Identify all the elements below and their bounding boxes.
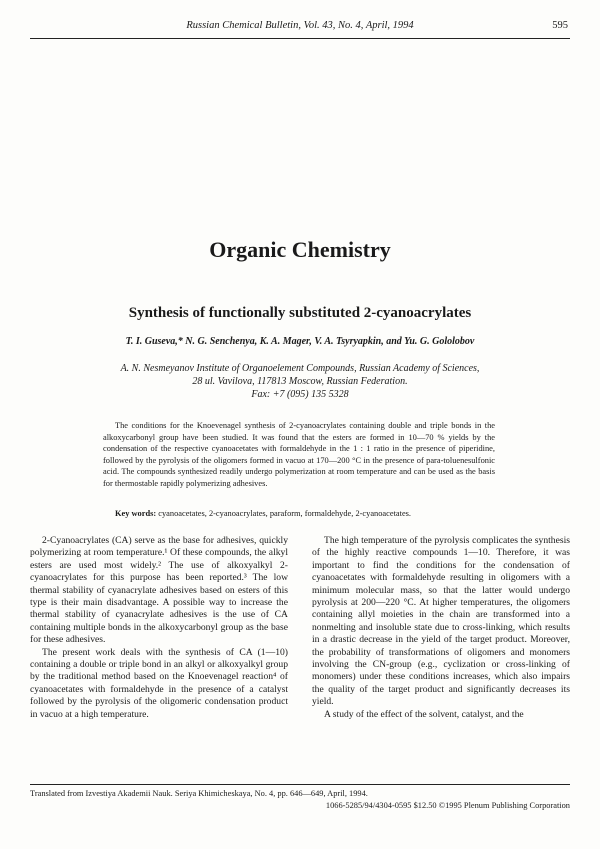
journal-citation: Russian Chemical Bulletin, Vol. 43, No. 4, April, 1994 [186, 20, 414, 31]
footer [30, 784, 570, 812]
paragraph: The high temperature of the pyrolysis complicates the synthesis of the highly reactive compounds 1—10. Therefore, it was important to find the conditions for the condensation of cyanoacetates with formaldehyde resulting in oligomers with a minimum molecular mass, so that the latter would undergo pyrolysis at 200—220 °C. At higher temperatures, the oligomers containing allyl moieties in the chain are transformed into a nonmelting and insoluble state due to cross-linking, which results in a drastic decrease in the yield of the target product. Moreover, the probability of transformations of oligomers and monomers involving the CN-group (e.g., cyclization or cross-linking of monomers) under these conditions increases, which also impairs the quality of the target product and significantly decreases its yield. [312, 535, 570, 708]
affiliation-line: 28 ul. Vavilova, 117813 Moscow, Russian Federation. [192, 376, 408, 387]
running-header [30, 18, 570, 39]
paragraph: A study of the effect of the solvent, catalyst, and the [324, 708, 524, 720]
keywords-label: Key words: [115, 509, 157, 518]
author-list: T. I. Guseva,* N. G. Senchenya, K. A. Mager, V. A. Tsyryapkin, and Yu. G. Gololobov [125, 336, 475, 347]
page-number: 595 [552, 20, 568, 31]
copyright-line: 1066-5285/94/4304-0595 $12.50 ©1995 Plenum Publishing Corporation [325, 801, 570, 810]
translation-note: Translated from Izvestiya Akademii Nauk. Seriya Khimicheskaya, No. 4, pp. 646—649, April, 1994. [30, 789, 368, 798]
keywords [103, 508, 503, 519]
affiliation-fax: Fax: +7 (095) 135 5328 [251, 389, 349, 400]
paragraph: The present work deals with the synthesis of CA (1—10) containing a double or triple bond in an alkyl or alkoxyalkyl group by the traditional method based on the Knoevenagel reaction⁴ of cyanoacetates with formaldehyde in the presence of a catalyst followed by the pyrolysis of the oligomeric condensation product in vacuo at a high temperature. [30, 646, 288, 720]
section-title: Organic Chemistry [209, 237, 391, 262]
body-column-right [312, 535, 570, 721]
affiliation-line: A. N. Nesmeyanov Institute of Organoelement Compounds, Russian Academy of Sciences, [120, 363, 480, 374]
keywords-list: cyanoacetates, 2-cyanoacrylates, paraform, formaldehyde, 2-cyanoacetates. [158, 509, 412, 518]
paragraph: 2-Cyanoacrylates (CA) serve as the base for adhesives, quickly polymerizing at room temperature.¹ Of these compounds, the alkyl esters are used most widely.² The use of alkoxyalkyl 2-cyanoacrylates for this purpose has been reported.³ The low thermal stability of cyanacrylate adhesives based on esters of this type is their main disadvantage. A possible way to increase the thermal stability of cyanacrylate adhesives is the use of CA containing multiple bonds in the alkoxycarbonyl group as the base for these adhesives. [30, 535, 288, 646]
abstract: The conditions for the Knoevenagel synthesis of 2-cyanoacrylates containing double and triple bonds in the alkoxycarbonyl group have been studied. It was found that the esters are formed in 10—70 % yields by the condensation of the respective cyanoacetates with formaldehyde in the 1 : 1 ratio in the presence of piperidine, followed by the pyrolysis of the oligomers formed in vacuo at 170—200 °C in the presence of para-toluenesulfonic acid. The compounds synthesized readily undergo polymerization at room temperature and can be used as the basis for thermostable rapidly polymerizing adhesives. [103, 421, 495, 488]
body-column-left [30, 535, 288, 721]
affiliation [40, 362, 560, 401]
article-title: Synthesis of functionally substituted 2-cyanoacrylates [128, 305, 472, 321]
